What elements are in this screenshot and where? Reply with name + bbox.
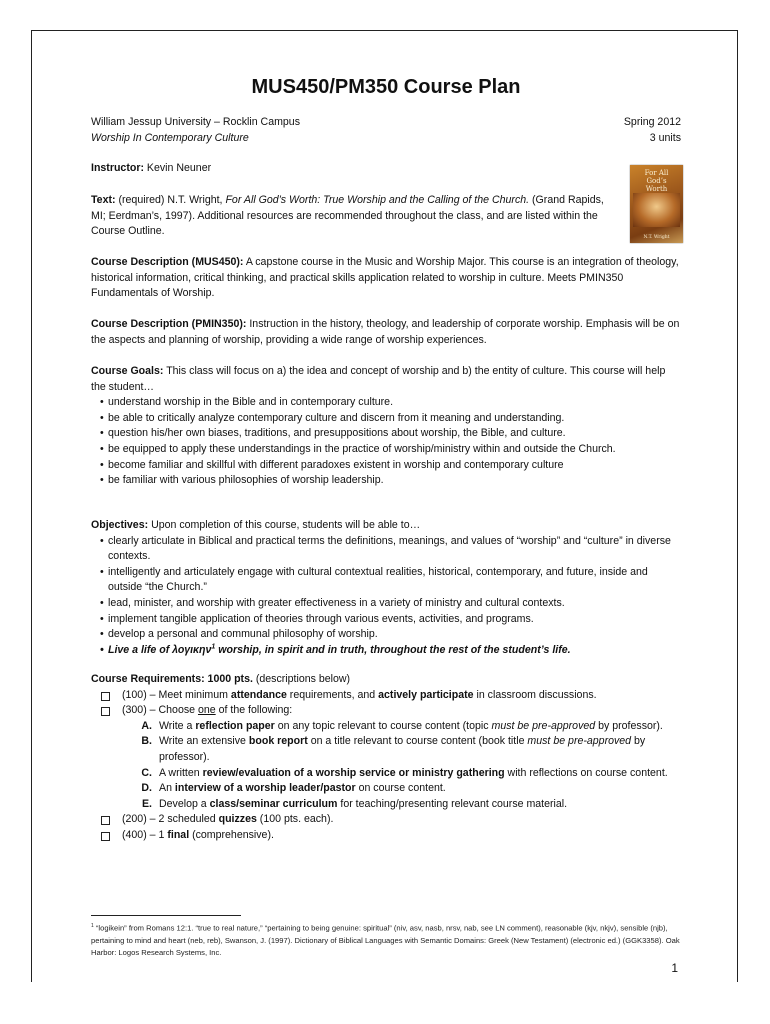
opt-text: on a title relevant to course content (book title [307, 735, 528, 748]
opt-text: on any topic relevant to course content (topic [274, 719, 492, 732]
cover-title-line: Worth [645, 185, 668, 193]
page-number: 1 [671, 961, 678, 975]
footnote [91, 920, 681, 959]
course-description-pmin350 [91, 317, 681, 348]
course-goals [91, 364, 681, 489]
goals-intro-text: This class will focus on a) the idea and concept of worship and b) the entity of culture. This course will help the student… [91, 365, 666, 393]
opt-italic: must be pre-approved [527, 735, 632, 748]
opt-text: by professor). [159, 735, 646, 763]
desc-pmin350-label: Course Description (PMIN350): [91, 318, 247, 330]
list-item-final-objective [91, 643, 681, 659]
list-item: • clearly articulate in Biblical and practical terms the definitions, meanings, and values of “worship” and “culture” in diverse contexts. [91, 534, 681, 565]
list-item: • question his/her own biases, traditions, and presuppositions about worship, the Bible, and culture. [91, 426, 681, 442]
cover-illustration [633, 193, 680, 227]
footnote-marker: 1 [91, 923, 94, 929]
requirements-note: (descriptions below) [255, 673, 351, 685]
opt-emph: review/evaluation of a worship service or ministry gathering [202, 766, 505, 779]
checkbox-icon [101, 707, 110, 716]
units: 3 units [649, 131, 681, 144]
list-item: • understand worship in the Bible and in contemporary culture. [91, 395, 681, 411]
term: Spring 2012 [623, 116, 681, 128]
requirements-label: Course Requirements: 1000 pts. [91, 673, 253, 685]
footnote-divider [91, 915, 241, 916]
goals-label: Course Goals: [91, 365, 164, 377]
header-right [624, 115, 681, 146]
req-emph: final [167, 828, 190, 841]
book-cover-image [630, 165, 683, 243]
text-label: Text: [91, 194, 116, 206]
req-emph: attendance [230, 688, 287, 701]
requirement-quizzes [91, 812, 681, 828]
list-item: • implement tangible application of theories through various events, activities, and programs. [91, 612, 681, 628]
opt-text: Write a [159, 719, 196, 732]
option-letter: C. [141, 766, 152, 779]
checkbox-icon [101, 692, 110, 701]
option-letter: E. [141, 797, 152, 810]
goals-list [91, 395, 681, 489]
instructor-name: Kevin Neuner [146, 162, 212, 174]
req-emph: quizzes [218, 813, 257, 826]
opt-emph: reflection paper [195, 719, 275, 732]
opt-text: A written [159, 766, 203, 779]
goals-intro [91, 364, 681, 395]
opt-italic: must be pre-approved [491, 719, 596, 732]
text-post: (Grand Rapids, MI; Eerdman’s, 1997). Additional resources are recommended throughout the class, and are listed within the Course Outline. [91, 194, 604, 238]
header-left [91, 115, 300, 146]
document-page [31, 30, 738, 982]
desc-mus450-label: Course Description (MUS450): [91, 256, 244, 268]
req-text: of the following: [215, 704, 293, 717]
book-title: For All God’s Worth: True Worship and the Calling of the Church. [225, 194, 530, 206]
opt-emph: interview of a worship leader/pastor [174, 782, 356, 795]
req-text: in classroom discussions. [473, 688, 597, 701]
list-item: • intelligently and articulately engage with cultural contextual realities, historical, contemporary, and future, inside and outside “the Church.” [91, 565, 681, 596]
req-emph: one [197, 704, 216, 717]
opt-text: Write an extensive [159, 735, 249, 748]
req-emph: actively participate [378, 688, 474, 701]
opt-emph: class/seminar curriculum [209, 797, 338, 810]
objectives-intro [91, 518, 681, 534]
instructor-label: Instructor: [91, 162, 144, 174]
footnote-ref: 1 [211, 643, 216, 651]
page-title: MUS450/PM350 Course Plan [251, 76, 521, 98]
list-item: • be familiar with various philosophies of worship leadership. [91, 473, 681, 489]
opt-text: Develop a [159, 797, 210, 810]
list-item: • be equipped to apply these understandings in the practice of worship/ministry within and outside the Church. [91, 442, 681, 458]
objectives-intro-text: Upon completion of this course, students will be able to… [151, 519, 421, 531]
req-text: (400) – 1 [122, 828, 168, 841]
desc-pmin350-body: Instruction in the history, theology, and leadership of corporate worship. Emphasis will be on the aspects and planning of worship, providing a wide range of worship experiences. [91, 318, 680, 346]
opt-text: by professor). [595, 719, 663, 732]
list-item: • develop a personal and communal philosophy of worship. [91, 627, 681, 643]
option-d [91, 781, 681, 797]
book-cover-title [630, 169, 683, 193]
requirement-project [91, 703, 681, 719]
objectives-label: Objectives: [91, 519, 149, 531]
option-c [91, 766, 681, 782]
option-letter: D. [141, 782, 152, 795]
university-name: William Jessup University – Rocklin Campus [91, 116, 300, 128]
course-requirements [91, 672, 681, 844]
opt-text: for teaching/presenting relevant course material. [337, 797, 568, 810]
final-objective-post: worship, in spirit and in truth, throughout the rest of the student’s life. [215, 643, 571, 656]
checkbox-icon [101, 816, 110, 825]
option-b [91, 734, 681, 765]
cover-title-line: For All [644, 169, 669, 177]
requirement-final [91, 828, 681, 844]
list-item: • be able to critically analyze contemporary culture and discern from it meaning and understanding. [91, 411, 681, 427]
cover-title-line: God’s [646, 177, 667, 185]
list-item: • become familiar and skillful with different paradoxes existent in worship and contemporary culture [91, 458, 681, 474]
objectives-list [91, 534, 681, 659]
desc-mus450-body: A capstone course in the Music and Worship Major. This course is an integration of theology, historical information, critical thinking, and practical skills application related to worship in culture. Meets PMIN350 Fundamentals of Worship. [91, 256, 679, 300]
opt-text: on course content. [355, 782, 446, 795]
opt-emph: book report [248, 735, 308, 748]
footnote-text: “logikein” from Romans 12:1. “true to real nature,” “pertaining to being genuine: spiritual” (niv, asv, nasb, nrsv, nab, see LN comment), reasonable (kjv, nkjv), sensible (njb), pertaining to mind and heart (neb, reb), Swanson, J. (1997). Dictionary of Biblical Languages with Semantic Domains: Greek (New Testament) (electronic ed.) (GGK3358). Oak Harbor: Logos Research Systems, Inc. [91, 923, 680, 957]
req-text: (100 pts. each). [256, 813, 334, 826]
req-text: requirements, and [286, 688, 379, 701]
objectives [91, 518, 681, 658]
req-text: (100) – Meet minimum [122, 688, 231, 701]
opt-text: with reflections on course content. [504, 766, 668, 779]
option-a [91, 719, 681, 735]
option-letter: A. [141, 719, 152, 732]
option-e [91, 797, 681, 813]
course-description-mus450 [91, 255, 681, 302]
req-text: (comprehensive). [189, 828, 274, 841]
text-requirement [91, 193, 611, 240]
text-pre: (required) N.T. Wright, [118, 194, 223, 206]
req-text: (200) – 2 scheduled [122, 813, 219, 826]
option-letter: B. [141, 735, 152, 748]
instructor-line [91, 161, 211, 177]
requirements-heading [91, 672, 681, 688]
course-subtitle: Worship In Contemporary Culture [91, 131, 249, 144]
opt-text: An [159, 782, 175, 795]
req-text: (300) – Choose [122, 704, 198, 717]
requirement-attendance [91, 688, 681, 704]
book-cover-author: N.T. Wright [643, 235, 670, 240]
list-item: • lead, minister, and worship with greater effectiveness in a variety of ministry and cultural contexts. [91, 596, 681, 612]
final-objective-pre: Live a life of λογικην [108, 643, 212, 656]
checkbox-icon [101, 832, 110, 841]
